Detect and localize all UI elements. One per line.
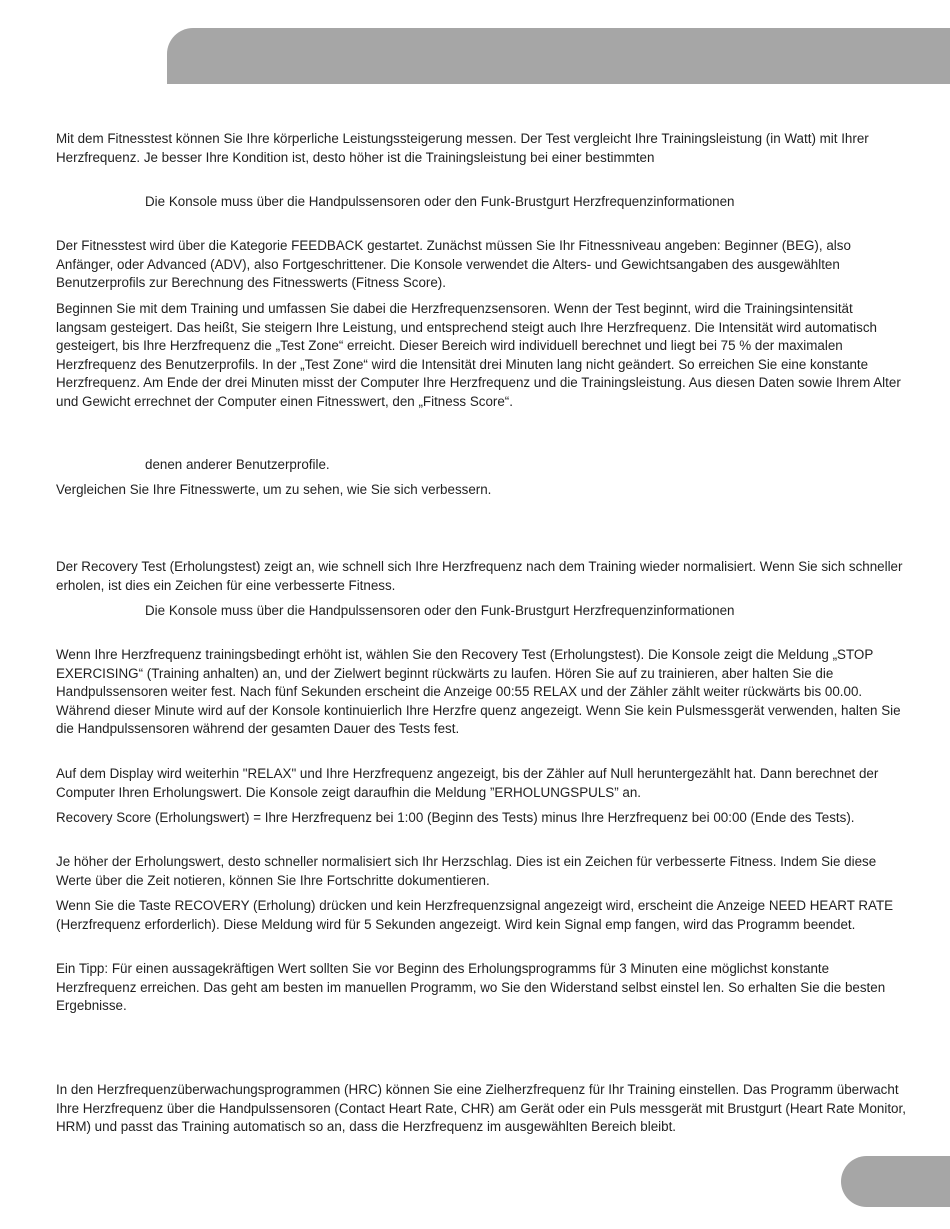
recovery-score-formula: Recovery Score (Erholungswert) = Ihre Herzfrequenz bei 1:00 (Beginn des Tests) minus Ihre Herzfrequenz bei 00:00 (Ende des Tests). [56,810,855,825]
recovery-test-intro: Der Recovery Test (Erholungstest) zeigt an, wie schnell sich Ihre Herzfrequenz nach dem Training wieder normalisiert. Wenn Sie sich schneller erholen, ist dies ein Zeichen für eine verbesserte Fitness. [56,559,903,593]
fitness-test-note-2: denen anderer Benutzerprofile. [145,457,330,472]
hrc-intro: In den Herzfrequenzüberwachungsprogrammen (HRC) können Sie eine Zielherzfrequenz für Ihr Training einstellen. Das Programm überwacht Ihre Herzfrequenz über die Handpulssensoren (Contact Heart Rate, CHR) am Gerät oder ein Puls messgerät mit Brustgurt (Heart Rate Monitor, HRM) und passt das Training automatisch so an, dass die Herzfrequenz im ausgewählten Bereich bleibt. [56,1082,906,1135]
recovery-test-tip: Ein Tipp: Für einen aussagekräftigen Wert sollten Sie vor Beginn des Erholungsprogramms für 3 Minuten eine möglichst konstante Herzfrequenz erreichen. Das geht am besten im manuellen Programm, wo Sie den Widerstand selbst einstel len. So erhalten Sie die besten Ergebnisse. [56,961,886,1014]
fitness-test-paragraph-1: Der Fitnesstest wird über die Kategorie FEEDBACK gestartet. Zunächst müssen Sie Ihr Fitnessniveau angeben: Beginner (BEG), also Anfänger, oder Advanced (ADV), also Fortgeschrittener. Die Konsole verwendet die Alters- und Gewichtsangaben des ausgewählten Benutzerprofils zur Berechnung des Fitnesswerts (Fitness Score). [56,238,851,291]
recovery-test-note: Die Konsole muss über die Handpulssensoren oder den Funk-Brustgurt Herzfrequenzinformationen [145,603,735,618]
fitness-test-note: Die Konsole muss über die Handpulssensoren oder den Funk-Brustgurt Herzfrequenzinformationen [145,194,735,209]
fitness-test-paragraph-2: Beginnen Sie mit dem Training und umfassen Sie dabei die Herzfrequenzsensoren. Wenn der Test beginnt, wird die Trainingsintensität langsam gesteigert. Das heißt, Sie steigern Ihre Leistung, und entsprechend steigt auch Ihre Herzfrequenz. Die Intensität wird automatisch gesteigert, bis Ihre Herzfrequenz die „Test Zone“ erreicht. Dieser Bereich wird individuell berechnet und liegt bei 75 % der maximalen Herzfrequenz des Benutzerprofils. In der „Test Zone“ wird die Intensität drei Minuten lang nicht geändert. So erreichen Sie eine konstante Herzfrequenz. Am Ende der drei Minuten misst der Computer Ihre Herzfrequenz und die Trainingsleistung. Aus diesen Daten sowie Ihrem Alter und Gewicht errechnet der Computer einen Fitnesswert, den „Fitness Score“. [56,301,901,409]
recovery-test-paragraph-4: Je höher der Erholungswert, desto schneller normalisiert sich Ihr Herzschlag. Dies ist ein Zeichen für verbesserte Fitness. Indem Sie diese Werte über die Zeit notieren, können Sie Ihre Fortschritte dokumentieren. [56,854,877,888]
fitness-test-paragraph-3: Vergleichen Sie Ihre Fitnesswerte, um zu sehen, wie Sie sich verbessern. [56,482,492,497]
header-bar [167,28,950,84]
recovery-test-paragraph-1: Wenn Ihre Herzfrequenz trainingsbedingt erhöht ist, wählen Sie den Recovery Test (Erholungstest). Die Konsole zeigt die Meldung „STOP EXERCISING“ (Training anhalten) an, und der Zielwert beginnt rückwärts zu laufen. Hören Sie auf zu trainieren, aber halten Sie die Handpulssensoren weiter fest. Nach fünf Sekunden erscheint die Anzeige 00:55 RELAX und der Zähler zählt weiter rückwärts bis 00.00. Während dieser Minute wird auf der Konsole kontinuierlich Ihre Herzfre quenz angezeigt. Wenn Sie kein Pulsmessgerät verwenden, halten Sie die Handpulssensoren während der gesamten Dauer des Tests fest. [56,647,901,737]
recovery-test-paragraph-5: Wenn Sie die Taste RECOVERY (Erholung) drücken und kein Herzfrequenzsignal angezeigt wird, erscheint die Anzeige NEED HEART RATE (Herzfrequenz erforderlich). Diese Meldung wird für 5 Sekunden angezeigt. Wird kein Signal emp fangen, wird das Programm beendet. [56,898,894,932]
fitness-test-intro: Mit dem Fitnesstest können Sie Ihre körperliche Leistungssteigerung messen. Der Test vergleicht Ihre Trainingsleistung (in Watt) mit Ihrer Herzfrequenz. Je besser Ihre Kondition ist, desto höher ist die Trainingsleistung bei einer bestimmten [56,131,869,165]
page-number-tab [841,1156,950,1207]
recovery-test-paragraph-2: Auf dem Display wird weiterhin "RELAX" und Ihre Herzfrequenz angezeigt, bis der Zähler auf Null heruntergezählt hat. Dann berechnet der Computer Ihren Erholungswert. Die Konsole zeigt daraufhin die Meldung ”ERHOLUNGSPULS” an. [56,766,879,800]
